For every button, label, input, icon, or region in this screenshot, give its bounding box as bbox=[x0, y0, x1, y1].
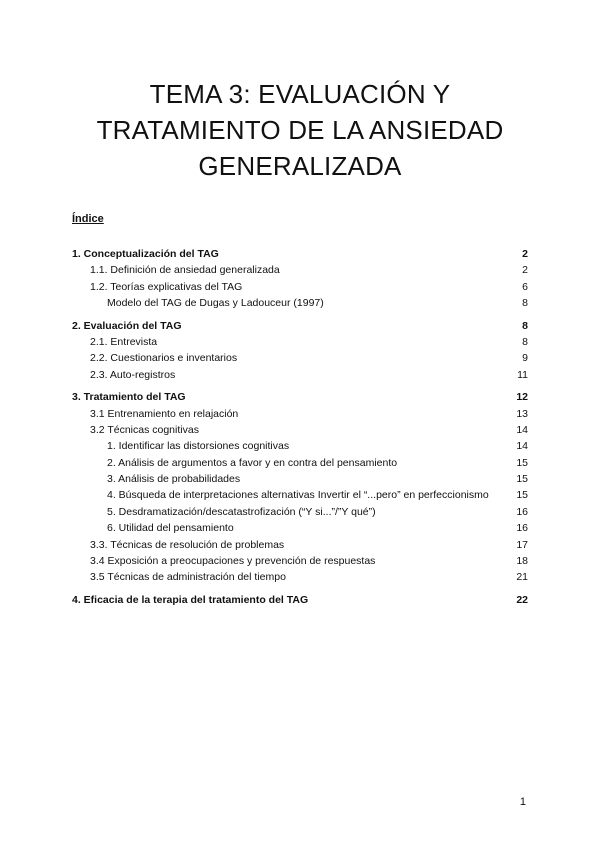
toc-entry[interactable] bbox=[72, 438, 528, 454]
toc-entry-page: 13 bbox=[516, 407, 528, 420]
toc-entry[interactable] bbox=[72, 279, 528, 295]
toc-entry-page: 14 bbox=[516, 440, 528, 453]
toc-entry-label: 5. Desdramatización/descatastrofización (“Y si...”/”Y qué”) bbox=[107, 505, 376, 518]
toc-entry-label: 1.2. Teorías explicativas del TAG bbox=[90, 280, 243, 293]
toc-entry-label: Modelo del TAG de Dugas y Ladouceur (1997) bbox=[107, 297, 324, 310]
toc-entry[interactable] bbox=[72, 553, 528, 569]
toc-entry-page: 12 bbox=[516, 391, 528, 404]
toc-entry-label: 3.3. Técnicas de resolución de problemas bbox=[90, 538, 285, 551]
toc-entry[interactable] bbox=[72, 334, 528, 350]
toc-entry-page: 9 bbox=[522, 352, 528, 365]
toc-entry[interactable] bbox=[72, 504, 528, 520]
toc-entry-label: 3. Análisis de probabilidades bbox=[107, 473, 241, 486]
toc-entry-label: 3.1 Entrenamiento en relajación bbox=[90, 407, 239, 420]
toc-entry-page: 15 bbox=[516, 456, 528, 469]
toc-entry[interactable] bbox=[72, 455, 528, 471]
toc-entry-label: 2.1. Entrevista bbox=[90, 335, 158, 348]
toc-entry-label: 2.3. Auto-registros bbox=[90, 368, 176, 381]
toc-entry[interactable] bbox=[72, 295, 528, 311]
toc-entry[interactable] bbox=[72, 592, 528, 608]
title-line-1: TEMA 3: EVALUACIÓN Y bbox=[149, 79, 451, 109]
toc-entry-page: 14 bbox=[516, 423, 528, 436]
toc-entry-label: 1.1. Definición de ansiedad generalizada bbox=[90, 264, 280, 277]
toc-entry-page: 22 bbox=[516, 593, 528, 606]
title-line-3: GENERALIZADA bbox=[198, 151, 402, 181]
toc-entry[interactable] bbox=[72, 367, 528, 383]
toc-entry-label: 3.2 Técnicas cognitivas bbox=[90, 423, 199, 436]
toc-entry[interactable] bbox=[72, 569, 528, 585]
toc-entry-label: 3.4 Exposición a preocupaciones y prevención de respuestas bbox=[90, 555, 376, 568]
toc-entry[interactable] bbox=[72, 406, 528, 422]
toc-entry-page: 11 bbox=[517, 368, 528, 381]
toc-entry[interactable] bbox=[72, 537, 528, 553]
toc-entry-page: 15 bbox=[516, 489, 528, 502]
toc-entry[interactable] bbox=[72, 262, 528, 278]
toc-entry-label: 4. Búsqueda de interpretaciones alternativas Invertir el “...pero” en perfeccionismo bbox=[107, 489, 489, 502]
toc-entry-page: 18 bbox=[516, 555, 528, 568]
toc-entry[interactable] bbox=[72, 471, 528, 487]
toc-entry-page: 17 bbox=[516, 538, 528, 551]
toc-entry-page: 21 bbox=[516, 571, 528, 584]
toc-entry[interactable] bbox=[72, 350, 528, 366]
toc-entry-label: 6. Utilidad del pensamiento bbox=[107, 522, 234, 535]
toc-entry[interactable] bbox=[72, 520, 528, 536]
toc-entry[interactable] bbox=[72, 422, 528, 438]
toc-entry-page: 2 bbox=[522, 248, 528, 260]
toc-entry-page: 8 bbox=[522, 297, 528, 310]
toc-entry-label: 2. Evaluación del TAG bbox=[72, 319, 182, 332]
toc-entry-label: 4. Eficacia de la terapia del tratamiento del TAG bbox=[72, 593, 309, 606]
toc-entry[interactable] bbox=[72, 389, 528, 405]
toc-entry-label: 2. Análisis de argumentos a favor y en contra del pensamiento bbox=[107, 456, 398, 469]
toc-entry-page: 15 bbox=[516, 473, 528, 486]
toc-entry-page: 2 bbox=[522, 264, 528, 277]
toc-entry-label: 1. Identificar las distorsiones cognitivas bbox=[107, 440, 290, 453]
toc-entry-label: 3. Tratamiento del TAG bbox=[72, 391, 186, 404]
toc-entry-page: 16 bbox=[516, 522, 528, 535]
index-heading: Índice bbox=[72, 213, 104, 225]
toc-entry-page: 8 bbox=[522, 335, 528, 348]
toc-entry-page: 6 bbox=[522, 280, 528, 293]
document-title bbox=[0, 76, 600, 184]
toc-entry-label: 2.2. Cuestionarios e inventarios bbox=[90, 352, 238, 365]
page-number: 1 bbox=[519, 796, 526, 808]
toc-entry-label: 3.5 Técnicas de administración del tiempo bbox=[90, 571, 286, 584]
toc-entry-page: 16 bbox=[516, 505, 528, 518]
toc-entry[interactable] bbox=[72, 246, 528, 262]
toc-entry[interactable] bbox=[72, 318, 528, 334]
toc-entry-page: 8 bbox=[522, 319, 528, 332]
table-of-contents bbox=[72, 246, 528, 608]
title-line-2: TRATAMIENTO DE LA ANSIEDAD bbox=[96, 115, 504, 145]
toc-entry-label: 1. Conceptualización del TAG bbox=[72, 248, 219, 260]
toc-entry[interactable] bbox=[72, 487, 528, 503]
